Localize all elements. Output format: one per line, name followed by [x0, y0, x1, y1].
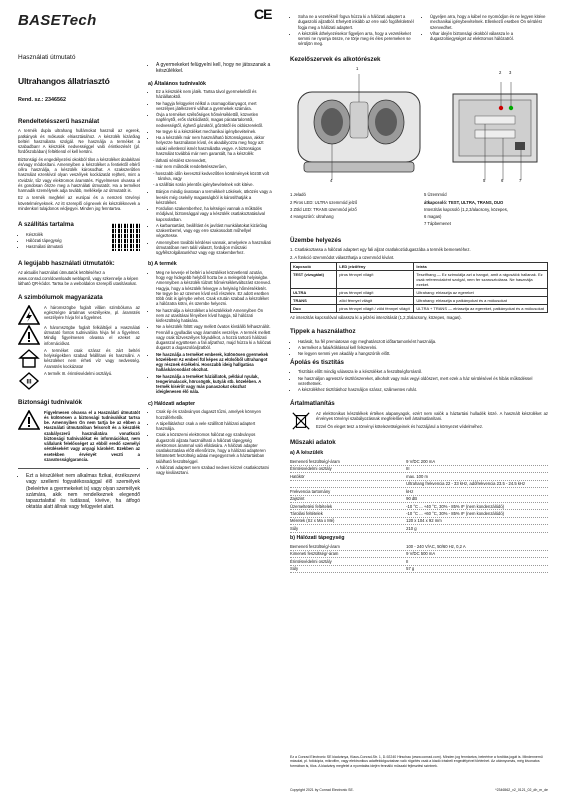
spec-value: II — [406, 558, 409, 564]
general-dash-item: - látható sérülést szenvedett, — [158, 158, 272, 163]
intended-p2: Biztonsági és engedélyezési okokból tilos a készüléket átalakítani és/vagy módosítani. Amennyiben a készüléket a fentiektől eltérő célra használja, a készülék károsodhat. A szakszerűtlen használat ezenkívül olyan veszélyek kockázatát rejtheti, mint a rövidzár, tűz vagy elektromos áramütés. Figyelmesen olvassa el és gondosan őrizze meg a használati útmutatót. Ha a terméket harmadik személynek adja tovább, mellékelje az útmutatót is. — [18, 156, 140, 193]
general-item: • Óvja a terméket szélsőséges hőmérséklettől, közvetlen napfénytől, erős rázkódástól, magas páratartalomtól, nedvességtől, éghető gázoktól, gőzöktől és oldószerektől. — [156, 112, 272, 128]
spec-value: max. 100 m — [406, 473, 428, 479]
heading-tips: Tippek a használathoz — [290, 328, 356, 335]
adapter-item: • A tápellátáshoz csak a vele szállított hálózati adaptert használja. — [156, 421, 272, 432]
heading-setup: Üzembe helyezés — [290, 236, 342, 244]
spec-value: -10 °C ... +40 °C, 30% - 85% rF (nem kondenzálódó) — [406, 503, 505, 509]
product-item: • Ne a készülék fölött vagy mellett óvatos kívülálló felhasználót. Fennáll a gyulladás vagy áramütés veszélye. A termék mellett vagy csak tűzveszélyes folyadékot, a hozzá tartozó hálózati dugasszal együttesen a fali aljzathoz, majd húzza ki a hálózati dugaszt a dugaszolóaljzatból. — [156, 324, 272, 350]
spec-label: Kimeneti feszültség/-áram — [290, 551, 339, 557]
table-cell: piros fénnyel világít / zöld fénnyel világít — [337, 304, 414, 312]
spec-value: kHz — [406, 488, 414, 494]
table-cell: TRANS — [291, 296, 337, 304]
delivery-list — [18, 232, 74, 250]
general-item: • Ne tegye ki a készüléket mechanikai igénybevételnek. — [156, 129, 272, 134]
care-item: • A készülékhez tisztításhoz használjon száraz, szálmentes ruhát. — [298, 387, 548, 392]
table-header: Kapcsoló — [291, 262, 337, 270]
legend-item: 5 Üzemmód — [424, 192, 447, 198]
spec-value: 57 g — [406, 566, 415, 572]
spec-row — [290, 488, 548, 495]
cable-item: • Vihar idején biztonsági okokból válassza le a dugaszolóegységet az elektromos hálózatról. — [430, 31, 548, 42]
protection-class-3-icon — [18, 371, 40, 391]
adapter-item: • A készülék áthelyezésekor figyeljen arra, hogy a vezetékeket semmi ne nyomja össze, ne törje meg és éles peremeken se sérüljön meg. — [298, 31, 416, 47]
svg-text:III: III — [26, 379, 32, 386]
disposal-row — [290, 411, 548, 431]
spec-value: Ultrahang frekvencia 22 - 33 kHz, adófrekvencia 23.5 - 24.5 kHz — [406, 481, 526, 487]
legend-item: 4 Hangszóró: ultrahang — [290, 214, 334, 219]
general-item: • Ha a készülék már nem használható biztonságosan, akkor helyezze használaton kívül, és akadályozza meg hogy azt valaki véletlenül ismét használatba vegye. A biztonságos használat továbbá már nem garantált, ha a készülék: — [156, 135, 272, 156]
callout-5: 5 — [483, 178, 486, 184]
spec-label: Frekvencia tartomány — [290, 488, 331, 494]
exclamation-warning-icon — [18, 325, 40, 345]
heading-product: b) A termék — [148, 261, 177, 268]
general-dash-item: - a szállítás során jelentős igénybevételnek volt kitéve. — [158, 182, 272, 187]
spec-row — [290, 473, 548, 480]
tips-list — [290, 339, 548, 357]
table-header: leírás — [414, 262, 548, 270]
symbol-indoor-row — [18, 348, 140, 371]
spec-value: 9 V/DC 500 mA — [406, 551, 436, 557]
table-cell: piros fénnyel világít — [337, 270, 414, 288]
callout-3: 3 — [509, 70, 512, 76]
spec-label: Súly — [290, 525, 299, 531]
general-dash-item: - már nem működik rendeltetésszerűen, — [158, 164, 272, 169]
spec-row — [290, 551, 548, 558]
intended-p1: A termék dupla ultrahang hullámokat használ az egerek, patkányok és mókusok elriasztásához. A készülék kizárólag beltéri használatra szolgál. Ne használja a terméket a szabadban! A készülék nedvességgel való érintkezését (pl. fürdőszobában) feltétlenül el kell kerülni. — [18, 128, 140, 155]
callout-4: 4 — [330, 178, 333, 184]
product-title: Ultrahangos állatriasztó — [18, 76, 110, 87]
adapter-item: • Csak a közüzemi elektromos hálózat egy szabványos dugaszoló aljzata használható a hálózati tápegység elektromos árammal való ellátására. A hálózati adapter csatlakoztatása előtt ellenőrizze, hogy a hálózati adapteren feltüntetett feszültség adatai megegyeznek a háztartásban található feszültséggel. — [156, 432, 272, 464]
table-row — [291, 288, 548, 296]
product-warning-item: • Ne használja a terméket háziállatok, például nyulak, tengerimalacok, hörcsögök, kutyák stb. közelében. A termék kísérőt vagy más panaszokat okozhat ideiglenesen élő nála. — [156, 374, 272, 395]
column-1 — [18, 54, 140, 513]
general-dash-item: - hosszabb időn keresztül kedvezőtlen körülmények között volt tárolva, vagy — [158, 171, 272, 182]
symbol-class3-text: A termék III. érintésvédelmi osztályú. — [44, 370, 113, 376]
exclamation-warning-icon — [18, 410, 40, 430]
legend-item: 7 Tápbemenet — [424, 221, 451, 227]
parts-legend — [290, 192, 548, 228]
crossed-bin-icon — [290, 411, 312, 431]
heading-delivery: A szállítás tartalma — [18, 221, 74, 228]
table-cell: ULTRA — [291, 288, 337, 296]
latest-manuals-text: Az aktuális használati útmutatók letöltéséhez a www.conrad.com/downloads weblapról, vagy szkennelje a képen látható QR-kódot. Tartsa be a weboldalon szereplő utasításokat. — [18, 270, 139, 286]
spec-label: Üzemeltetési feltételek — [290, 503, 333, 509]
heading-tech-data: Műszaki adatok — [290, 439, 336, 446]
setup-step: 2. A fünkció üzemmódot választhatja a üzemmód kívánt. — [290, 254, 395, 260]
general-item: • Ez a készülék nem játék. Tartsa távol gyermekektől és háziállatoktól. — [156, 89, 272, 100]
mode-table — [290, 262, 548, 313]
symbol-class3-row — [18, 371, 140, 391]
psu-specs — [290, 543, 548, 573]
brand-logo: BASETech — [18, 12, 97, 29]
table-cell: TEST (vizsgálat) — [291, 270, 337, 288]
spec-value: 90 dB — [406, 496, 418, 502]
spec-row — [290, 466, 548, 473]
spec-row — [290, 525, 548, 532]
spec-label: Méretek (Sz x Ma x Mé) — [290, 518, 335, 524]
ce-mark: CE — [254, 6, 272, 22]
general-item: • Fordulion szakemberhez, ha kétségei vannak a működés módjával, biztonsággal vagy a készülék csatlakoztatásával kapcsolatban. — [156, 206, 272, 222]
table-header: LED jelzőfény — [337, 262, 414, 270]
setup-step: 1. Csatlakoztassa a hálózati adaptert egy fali aljzat csatlakozódugaszába a termék bemenetéhez. — [290, 247, 471, 253]
order-number: Rend. sz.: 2346562 — [18, 96, 66, 103]
intro-list — [148, 62, 272, 75]
spec-label: Bemeneti feszültség/-áram — [290, 543, 340, 549]
spec-label: Hatókör — [290, 473, 305, 479]
safety-warning-row — [18, 410, 140, 465]
safety-bold-text: Figyelmesen olvassa el a Használati útmutatót és különösen a biztonsági tudnivalókat tartsa be. Amennyiben Ön nem tartja be az ebben a Használati útmutatóban felsorolt és a készülék szabályszerű használatára vonatkozó biztonsági tudnivalókat és információkat, nem vállalunk felelősséget az ebből eredő személyi sérülésekért vagy anyagi károkért. Ezekben az esetekben érvényét veszti a szavatosság/garancia. — [44, 409, 140, 462]
general-list-2 — [148, 189, 272, 255]
safety-list — [18, 473, 140, 511]
symbol-indoor-text: A terméket csak száraz és zárt beltéri helyiségekben szabad felállítani és használni. A készüléket nem érheti víz vagy nedvesség. Áramütés kockázata! — [44, 347, 140, 369]
device-specs — [290, 458, 548, 532]
adapter-continued-list — [290, 14, 416, 48]
heading-care: Ápolás és tisztítás — [290, 358, 344, 366]
spec-value: 9 V/DC 200 mA — [406, 458, 436, 464]
product-item: • Ne használja a készüléket a készülékkel! Amennyiben Ön nem az utasításai fényében kívül hagyja, túl hálózati kisfeszültség hatására. — [156, 308, 272, 324]
cable-item: • Ügyeljen arra, hogy a kábel ne nyomódjon és ne legyen kitéve mechanikai igénybevételnek. Ellenkező esetben Ön sérülést szenvedhet. — [430, 14, 548, 30]
symbol-exclamation-row — [18, 325, 140, 348]
divider — [18, 468, 140, 469]
delivery-item: • Hálózati tápegység — [26, 238, 74, 243]
table-note: Az intenzitás kapcsolóval válassza ki a jelzési intenzitását (1,2,3/alacsony, közepes, magas). — [290, 314, 462, 320]
copyright-bar — [290, 788, 548, 792]
heading-controls: Kezelőszervek és alkotórészek — [290, 55, 381, 63]
table-row — [291, 304, 548, 312]
spec-value: 120 x 104 x 92 mm — [406, 518, 442, 524]
intended-p3: Ez a termék megfelel az európai és a nemzeti törvényi követelményeknek. Az itt szereplő cégnevek és készüléknevek a mindenkori tulajdonos védjegyei. Minden jog fenntartva. — [18, 195, 140, 211]
table-cell: Duo — [291, 304, 337, 312]
spec-row — [290, 518, 548, 525]
legend-item: 3 Zöld LED: TRANS üzemmód jelző — [290, 206, 357, 212]
adapter-item: • Soha ne a vezetéknél fogva húzza ki a hálózati adaptert a dugaszoló aljzatból. Ehelyett inkább az erre való fogófelületnél fogja meg a hálózati adaptert. — [298, 14, 416, 30]
publisher-footer: Ez a Conrad Electronic SE kiadványa, Klaus-Conrad-Str. 1, D-92240 Hirschau (www.conrad.com). Minden jog fenntartva, beleértve a fordítás jogát is. Mindennemű másolat, pl. fotókópia, mikrofilm, vagy elektronikus adatfeldolgozásban való rögzítés csak a kiadó írásbeli engedélyével történhet. Az utánnyomás, még kivonatos formában is, tilos. A kiadvány megfelel a nyomtatás idején fennálló műszaki fejlesztési szintnek. — [290, 755, 543, 768]
spec-row — [290, 481, 548, 488]
general-item: • Ne hagyja felügyelet nélkül a csomagolóanyagot, mert veszélyes játékszerré válhat a gyermekek számára. — [156, 101, 272, 112]
indoor-use-icon — [18, 348, 40, 368]
product-warning-item: • Ne használja a terméket emberek, különösen gyermekek közelében! Az emberi fül képes az elülsőből ultrahangot egy résznek érzékelni. Hosszabb ideig hallgatása halláskárosodást okozhat. — [156, 352, 272, 373]
table-cell: Ultrahang: elriasztja a patkányokat és a mókusokat — [414, 296, 548, 304]
general-item: • Bánjon mindig óvatosan a termékkel! Lökések, ütközés vagy a leesés még csekély magasságból is károsíthatják a készüléket. — [156, 189, 272, 205]
document-code: *2346562_v2_0121_02_dh_m_de — [495, 788, 548, 792]
table-cell: piros fénnyel világít — [337, 288, 414, 296]
spec-value: III — [406, 466, 410, 472]
heading-safety: Biztonsági tudnivalók — [18, 398, 82, 406]
spec-label: Bemeneti feszültség/-áram — [290, 458, 340, 464]
heading-adapter: c) Hálózati adapter — [148, 400, 196, 407]
legend-item: 6 magas) — [424, 214, 442, 219]
product-item: • Meg ne keverje el beltéri a készüléket közvetlenül azután, hogy egy hidegebb helyből hozta be a melegebb helyiségbe. Amennyiben a készülék túlzott hőmérsékletváltozást szenved. Hagyja, hogy a készülék felvegye a helyiség hőmérsékletét. Ne tegye be az üzemen kívül eső részekre. Ez adott esetben több órát is igénybe vehet. Csak ezután szabad a készüléket a hálózatra kötni, és üzembe helyezni. — [156, 270, 272, 307]
device-back-illustration — [445, 72, 545, 182]
product-list — [148, 270, 272, 395]
product-illustration — [290, 66, 548, 182]
delivery-item: • Használati útmutató — [26, 244, 74, 249]
cable-list — [422, 14, 548, 48]
spec-label: Súly — [290, 566, 299, 572]
callout-7: 7 — [519, 178, 522, 184]
spec-row — [290, 566, 548, 573]
care-item: • Tisztítás előtt mindig válassza le a készüléket a feszültségforrásról. — [298, 369, 548, 374]
heading-disposal: Ártalmatlanítás — [290, 400, 335, 408]
spec-label: Érintésvédelmi osztály — [290, 558, 332, 564]
symbol-exclamation-text: A háromszögbe foglalt felkiáltójel a Használati útmutató fontos tudnivalóira hívja fel a figyelmet. Mindig figyelmesen olvassa el ezeket az információkat. — [44, 324, 140, 346]
tip-item: • A terméket a falai/kóklással kell felszerelni. — [298, 345, 548, 350]
spec-value: -10 °C ... +60 °C, 30% - 85% rF (nem kondenzálódó) — [406, 511, 505, 517]
adapter-item: • A hálózati adaptert nem szabad nedves kézzel csatlakoztatni vagy kiválasztani. — [156, 465, 272, 476]
legend-item: Intenzitás kapcsoló (1,2,3/alacsony, közepes, — [424, 206, 508, 212]
spec-row — [290, 510, 548, 517]
table-cell: Ultrahang: elriasztja az egereket — [414, 288, 548, 296]
table-cell: Tesztfhang — Ez szimulálja azt a hangot, amit a rágcsálók hallanak. Ez csak referenciaként szolgál, nem fer szarusztolásra. Ne használja ezeket. — [414, 270, 548, 288]
qr-code[interactable] — [112, 223, 140, 251]
spec-label: Tárolási feltételek — [290, 511, 323, 517]
spec-row — [290, 458, 548, 465]
callout-2: 2 — [499, 70, 502, 76]
general-list — [148, 89, 272, 156]
heading-general: a) Általános tudnivalók — [148, 80, 206, 87]
heading-intended-use: Rendeltetésszerű használat — [18, 117, 100, 125]
care-list — [290, 369, 548, 392]
table-row — [291, 296, 548, 304]
general-item: • A karbantartást, beállítást és javítást munkálatokat kizárólag szakemberrel, vagy egy erre szakosodott műhellyel végeztesse. — [156, 223, 272, 239]
legend-item: 2 Piros LED: ULTRA üzemmód jelző — [290, 199, 358, 205]
general-item: • Amennyiben további kérdései vannak, amelyekre a használati útmutatóban nem talál választ, forduljon műszaki ügyfélszolgálatunkhoz vagy egy szakemberhez. — [156, 240, 272, 256]
safety-item: • Ezt a készüléket nem alkalmas fizikai, érzékszervi vagy szellemi fogyatékossággal élő személyek (beleértve a gyermekeket is) vagy olyan személyek számára, akik nem rendelkeznek elegendő tapasztalattal és tudással, kivéve, ha átfogó oktatás alatt állnak vagy felügyelet alatt. — [26, 473, 140, 511]
device-front-illustration — [290, 72, 430, 182]
table-row — [291, 270, 548, 288]
symbol-lightning-text: A háromszögbe foglalt villám szimbóluma az egészségre ártalmas veszélyekre, pl. áramütés veszélyére hívja fel a figyelmet. — [44, 304, 140, 321]
callout-6: 6 — [501, 178, 504, 184]
lightning-warning-icon — [18, 305, 40, 325]
doc-type: Használati útmutató — [18, 54, 76, 61]
heading-psu: b) Hálózati tápegység — [290, 534, 345, 541]
disposal-text-1: Az elektronikus készülékek értékes alapanyagok, ezért nem valók a háztartási hulladék közé. A használt készüléket az érvényes törvényi szabályozásnak megfelelően kell ártalmatlanítani. — [316, 411, 548, 422]
heading-symbols: A szimbólumok magyarázata — [18, 294, 103, 301]
table-cell: zöld fénnyel világít — [337, 296, 414, 304]
spec-value: 210 g — [406, 525, 417, 531]
spec-label: Zajszint — [290, 496, 305, 502]
spec-row — [290, 543, 548, 550]
care-item: • Ne használjon agresszív tisztítószereket, alkoholt vagy más vegyi oldószert, mert ezek a ház sérülésével és hibás működéssel vezethetnek. — [298, 376, 548, 387]
legend-item: átkapcsoló: TEST, ULTRA, TRANS, DUO — [424, 199, 504, 205]
spec-label: Érintésvédelmi osztály — [290, 466, 332, 472]
callout-1: 1 — [356, 66, 359, 72]
column-2 — [148, 62, 272, 477]
intro-item: • A gyermekeket felügyelni kell, hogy ne játsszanak a készülékkel. — [156, 62, 272, 75]
copyright-text: Copyright 2021 by Conrad Electronic SE. — [290, 788, 354, 792]
spec-row — [290, 558, 548, 565]
spec-row — [290, 503, 548, 510]
adapter-list — [148, 409, 272, 475]
spec-row — [290, 496, 548, 503]
disposal-text-2: Ezzel Ön eleget tesz a törvényi kötelezettségeinek és hozzájárul a környezet védelméhez. — [316, 423, 484, 429]
legend-item: 1 Jeladó — [290, 192, 306, 198]
delivery-item: • Készülék — [26, 232, 74, 237]
column-3 — [290, 14, 548, 573]
spec-value: 100 - 240 V/AC, 50/60 Hz, 0,2 A — [406, 543, 466, 549]
tip-item: • Hatását, ha fél premiatosan egy meghatározott időtartamonként használja. — [298, 339, 548, 344]
heading-device: a) A készülék — [290, 449, 324, 456]
table-cell: ULTRA + TRANS — elriasztja az egereket, patkányokat és a mókusokat — [414, 304, 548, 312]
tip-item: • Ne legyen semmi yen akadály a hangszórók előtt. — [298, 351, 548, 356]
heading-latest-manuals: A legújabb használati útmutatók: — [18, 259, 115, 267]
symbol-lightning-row — [18, 305, 140, 325]
general-dash-list — [148, 158, 272, 187]
adapter-item: • Csak ép és szabványos dugaszt tűzni, amelyek könnyen hozzáférhetők. — [156, 409, 272, 420]
